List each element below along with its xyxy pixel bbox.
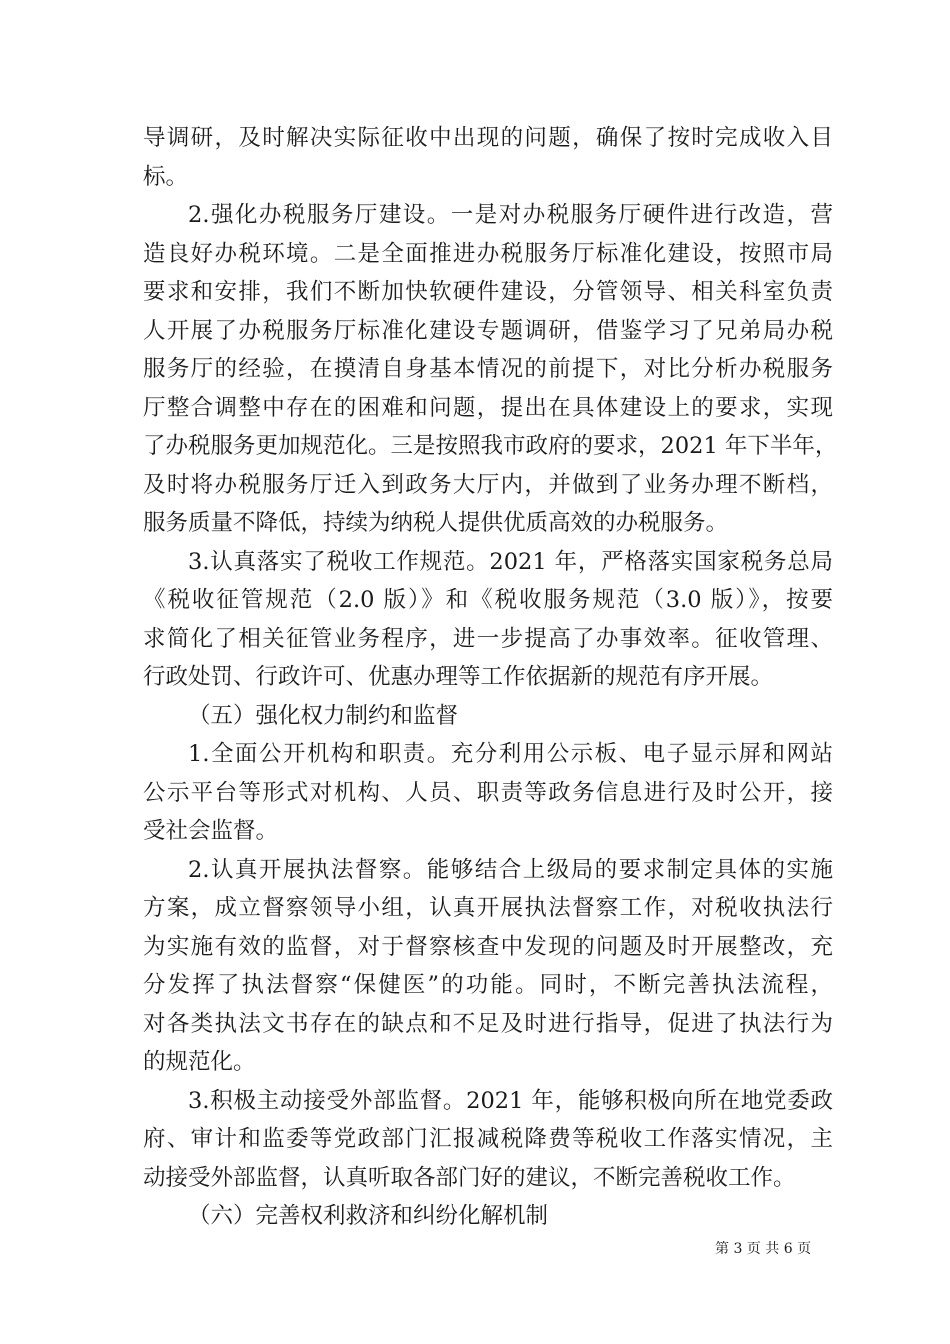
text-line: 了办税服务更加规范化。三是按照我市政府的要求，2021 年下半年， xyxy=(143,433,838,459)
text-line: 标。 xyxy=(143,163,189,190)
text-line: 求简化了相关征管业务程序，进一步提高了办事效率。征收管理、 xyxy=(143,625,833,652)
text-line: 行政处罚、行政许可、优惠办理等工作依据新的规范有序开展。 xyxy=(143,664,774,690)
text-line: 方案，成立督察领导小组，认真开展执法督察工作，对税收执法行 xyxy=(143,895,833,921)
text-line: 受社会监督。 xyxy=(143,818,279,844)
text-line: 人开展了办税服务厅标准化建设专题调研，借鉴学习了兄弟局办税 xyxy=(143,317,833,344)
text-line: 为实施有效的监督，对于督察核查中发现的问题及时开展整改，充 xyxy=(143,933,833,960)
text-line: 造良好办税环境。二是全面推进办税服务厅标准化建设，按照市局 xyxy=(143,240,833,267)
text-line: 分发挥了执法督察“保健医”的功能。同时，不断完善执法流程， xyxy=(143,972,833,998)
text-line: 服务质量不降低，持续为纳税人提供优质高效的办税服务。 xyxy=(143,510,729,536)
text-line: 公示平台等形式对机构、人员、职责等政务信息进行及时公开，接 xyxy=(143,779,833,806)
paragraph-start-line: 1.全面公开机构和职责。充分利用公示板、电子显示屏和网站 xyxy=(188,741,833,767)
section-heading: （五）强化权力制约和监督 xyxy=(188,702,459,729)
section-heading: （六）完善权利救济和纠纷化解机制 xyxy=(188,1203,549,1229)
text-line: 厅整合调整中存在的困难和问题，提出在具体建设上的要求，实现 xyxy=(143,394,833,421)
paragraph-start-line: 2.强化办税服务厅建设。一是对办税服务厅硬件进行改造，营 xyxy=(188,202,833,228)
page-number: 第 3 页 共 6 页 xyxy=(715,1241,812,1257)
document-body xyxy=(143,119,838,1236)
text-line: 服务厅的经验，在摸清自身基本情况的前提下，对比分析办税服务 xyxy=(143,356,833,382)
text-line: 要求和安排，我们不断加快软硬件建设，分管领导、相关科室负责 xyxy=(143,279,833,305)
text-line: 导调研，及时解决实际征收中出现的问题，确保了按时完成收入目 xyxy=(143,125,833,151)
text-line: 动接受外部监督，认真听取各部门好的建议，不断完善税收工作。 xyxy=(143,1164,796,1191)
paragraph-start-line: 3.积极主动接受外部监督。2021 年，能够积极向所在地党委政 xyxy=(188,1087,833,1114)
paragraph-start-line: 2.认真开展执法督察。能够结合上级局的要求制定具体的实施 xyxy=(188,856,833,883)
text-line: 《税收征管规范（2.0 版）》和《税收服务规范（3.0 版）》，按要 xyxy=(143,587,833,613)
paragraph-start-line: 3.认真落实了税收工作规范。2021 年，严格落实国家税务总局 xyxy=(188,548,833,575)
text-line: 的规范化。 xyxy=(143,1049,256,1075)
text-line: 及时将办税服务厅迁入到政务大厅内，并做到了业务办理不断档， xyxy=(143,471,833,498)
text-line: 府、审计和监委等党政部门汇报减税降费等税收工作落实情况，主 xyxy=(143,1126,833,1152)
text-line: 对各类执法文书存在的缺点和不足及时进行指导，促进了执法行为 xyxy=(143,1010,833,1037)
